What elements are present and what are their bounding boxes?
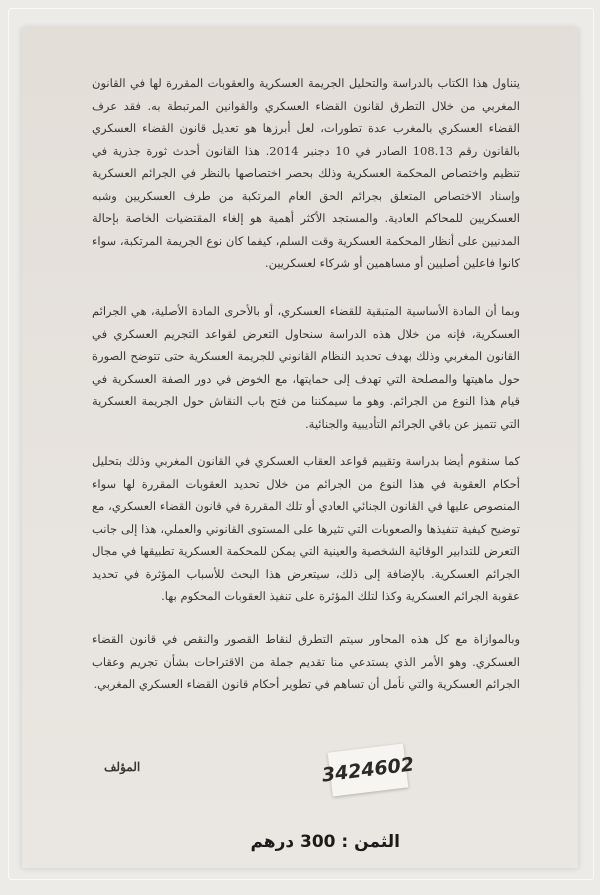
inventory-sticker [320,744,416,797]
paragraph-1-text: يتناول هذا الكتاب بالدراسة والتحليل الجريمة العسكرية والعقوبات المقررة لها في القانون المغربي من خلال التطرق لقانون القضاء العسكري والقوانين المرتبطة به. فقد عرف القضاء العسكري بالمغرب عدة تطورات، لعل أبرزها هو تعديل قانون القضاء العسكري بالقانون رقم 108.13 الصادر في 10 دجنبر 2014. هذا القانون أحدث ثورة جذرية في تنظيم واختصاص المحكمة العسكرية وذلك بحصر اختصاصها بالنظر في الجرائم العسكرية وإسناد الاختصاص المتعلق بجرائم الحق العام المرتكبة من طرف العسكريين وشبه العسكريين للمحاكم العادية. والمستجد الأكثر أهمية هو إلغاء المقتضيات الخاصة بإحالة المدنيين على أنظار المحكمة العسكرية وقت السلم، كيفما كان نوع الجريمة المرتكبة، سواء كانوا فاعلين أصليين أو مساهمين أو شركاء لعسكريين. [92,76,521,270]
paragraph-2 [92,300,520,435]
paragraph-4-text: وبالموازاة مع كل هذه المحاور سيتم التطرق لنقاط القصور والنقص في قانون القضاء العسكري. وهو الأمر الذي يستدعي منا تقديم جملة من الاقتراحات بشأن تجريم وعقاب الجرائم العسكرية والتي نأمل أن تساهم في تطوير أحكام قانون القضاء العسكري المغربي. [92,632,520,691]
paragraph-2-text: وبما أن المادة الأساسية المتبقية للقضاء العسكري، أو بالأحرى المادة الأصلية، هي الجرائم العسكرية، فإنه من خلال هذه الدراسة سنحاول التعرض لقواعد التجريم العسكري في القانون المغربي وذلك بهدف تحديد النظام القانوني للجريمة العسكرية حتى تتوضح الصورة حول ماهيتها والمصلحة التي تهدف إلى حمايتها، مع الخوض في دور الصفة العسكرية في قيام هذا النوع من الجرائم. وهو ما سيمكننا من فتح باب النقاش حول الجريمة العسكرية التي تتميز عن باقي الجرائم التأديبية والجنائية. [92,304,520,431]
sticker-code: 3424602 [320,753,416,787]
price-label: الثمن : 300 درهم [250,832,400,852]
paragraph-3-text: كما سنقوم أيضا بدراسة وتقييم قواعد العقاب العسكري في القانون المغربي وذلك بتحليل أحكام العقوبة في هذا النوع من الجرائم من خلال تحديد العقوبات المقررة لها سواء المنصوص عليها في القانون الجنائي العادي أو تلك المقررة في قانون القضاء العسكري، مع توضيح كيفية تنفيذها والصعوبات التي تثيرها على المستوى القانوني والعملي، هذا إلى جانب التعرض للتدابير الوقائية الشخصية والعينية التي يمكن للمحكمة العسكرية تطبيقها في مجال الجرائم العسكرية. بالإضافة إلى ذلك، سيتعرض هذا البحث للأسباب المؤثرة في تحديد عقوبة الجرائم العسكرية وكذا لتلك المؤثرة على تنفيذ العقوبات المحكوم بها. [92,454,520,603]
author-label: المؤلف [104,760,141,774]
paragraph-3 [92,450,520,608]
paragraph-1 [92,72,520,275]
paragraph-4 [92,628,520,696]
